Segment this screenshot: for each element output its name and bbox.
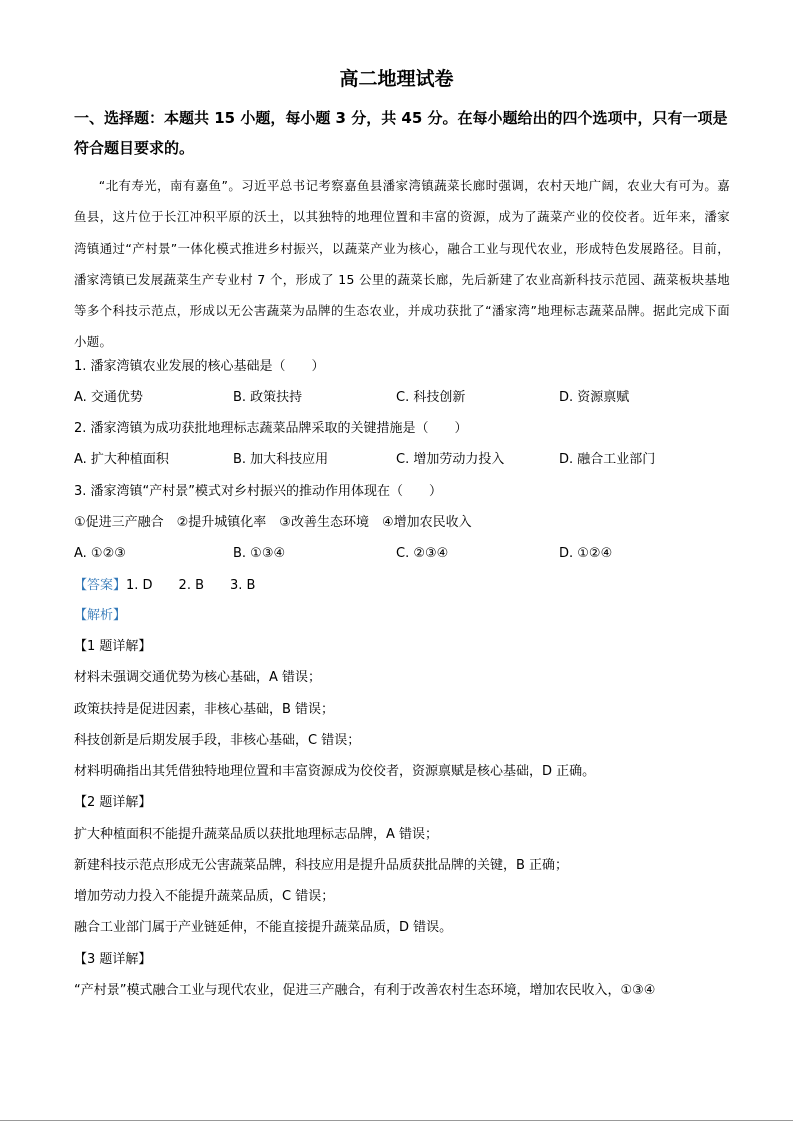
- detail-2-line-2: 新建科技示范点形成无公害蔬菜品牌，科技应用是提升品质获批品牌的关键，B 正确；: [74, 858, 569, 873]
- answer-values: 1. D 2. B 3. B: [126, 578, 256, 593]
- detail-3-heading: 【3 题详解】: [74, 952, 152, 967]
- detail-1-line-4: 材料明确指出其凭借独特地理位置和丰富资源成为佼佼者，资源禀赋是核心基础，D 正确。: [74, 764, 596, 779]
- detail-2-line-4: 融合工业部门属于产业链延伸，不能直接提升蔬菜品质，D 错误。: [74, 920, 453, 935]
- question-3-option-d: D. ①②④: [559, 546, 613, 561]
- question-3-option-c: C. ②③④: [396, 546, 449, 561]
- detail-2-line-1: 扩大种植面积不能提升蔬菜品质以获批地理标志品牌，A 错误；: [74, 827, 439, 842]
- detail-1-heading: 【1 题详解】: [74, 639, 152, 654]
- detail-2-heading: 【2 题详解】: [74, 795, 152, 810]
- question-3-stem: 3. 潘家湾镇“产村景”模式对乡村振兴的推动作用体现在（ ）: [74, 484, 443, 499]
- answer-line: [74, 576, 255, 596]
- question-2-option-b: B. 加大科技应用: [233, 452, 329, 467]
- section-heading: 一、选择题：本题共 15 小题，每小题 3 分，共 45 分。在每小题给出的四个选项中，只有一项是符合题目要求的。: [74, 109, 728, 157]
- question-1-option-c: C. 科技创新: [396, 390, 466, 405]
- question-2-option-d: D. 融合工业部门: [559, 452, 656, 467]
- question-2-option-a: A. 扩大种植面积: [74, 452, 169, 467]
- question-1-option-d: D. 资源禀赋: [559, 390, 630, 405]
- question-2-option-c: C. 增加劳动力投入: [396, 452, 505, 467]
- detail-1-line-3: 科技创新是后期发展手段，非核心基础，C 错误；: [74, 733, 361, 748]
- question-1-option-a: A. 交通优势: [74, 390, 143, 405]
- detail-1-line-2: 政策扶持是促进因素，非核心基础，B 错误；: [74, 702, 335, 717]
- page-bottom-divider: [0, 1120, 793, 1121]
- question-3-option-b: B. ①③④: [233, 546, 286, 561]
- detail-3-line-1: “产村景”模式融合工业与现代农业，促进三产融合，有利于改善农村生态环境，增加农民收入，①③④: [74, 983, 656, 998]
- question-3-option-a: A. ①②③: [74, 546, 126, 561]
- answer-label: 【答案】: [74, 578, 127, 593]
- question-2-stem: 2. 潘家湾镇为成功获批地理标志蔬菜品牌采取的关键措施是（ ）: [74, 421, 468, 436]
- detail-1-line-1: 材料未强调交通优势为核心基础，A 错误；: [74, 670, 322, 685]
- question-1-option-b: B. 政策扶持: [233, 390, 303, 405]
- analysis-label: 【解析】: [74, 608, 127, 623]
- detail-2-line-3: 增加劳动力投入不能提升蔬菜品质，C 错误；: [74, 889, 335, 904]
- question-1-stem: 1. 潘家湾镇农业发展的核心基础是（ ）: [74, 359, 325, 374]
- reading-passage: “北有寿光，南有嘉鱼”。习近平总书记考察嘉鱼县潘家湾镇蔬菜长廊时强调，农村天地广阔，农业大有可为。嘉鱼县，这片位于长江冲积平原的沃土，以其独特的地理位置和丰富的资源，成为了蔬菜产业的佼佼者。近年来，潘家湾镇通过“产村景”一体化模式推进乡村振兴，以蔬菜产业为核心，融合工业与现代农业，形成特色发展路径。目前，潘家湾镇已发展蔬菜生产专业村 7 个，形成了 15 公里的蔬菜长廊，先后新建了农业高新科技示范园、蔬菜板块基地等多个科技示范点，形成以无公害蔬菜为品牌的生态农业，并成功获批了“潘家湾”地理标志蔬菜品牌。据此完成下面小题。: [74, 178, 730, 350]
- page-title: 高二地理试卷: [339, 68, 454, 90]
- question-3-statements: ①促进三产融合 ②提升城镇化率 ③改善生态环境 ④增加农民收入: [74, 515, 472, 530]
